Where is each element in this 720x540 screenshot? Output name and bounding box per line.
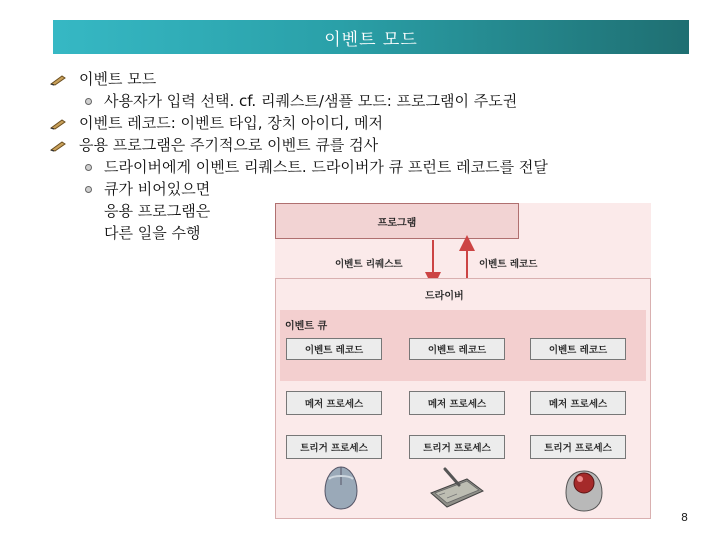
- event-record-box: 이벤트 레코드: [409, 338, 505, 360]
- pen-bullet-icon: [50, 140, 66, 152]
- dot-bullet-icon: [85, 98, 92, 105]
- dot-bullet-icon: [85, 186, 92, 193]
- page-number: 8: [681, 511, 688, 524]
- event-record-label: 이벤트 레코드: [479, 259, 538, 270]
- bullet-item: [48, 68, 688, 90]
- sub-bullet-item: [48, 156, 688, 178]
- pen-bullet-icon: [50, 118, 66, 130]
- bullet-text: 이벤트 레코드: 이벤트 타입, 장치 아이디, 메저: [79, 114, 384, 132]
- measure-process-box: 메저 프로세스: [409, 391, 505, 415]
- trigger-process-box: 트리거 프로세스: [530, 435, 626, 459]
- slide-title: 이벤트 모드: [324, 29, 418, 50]
- trigger-process-box: 트리거 프로세스: [286, 435, 382, 459]
- bullet-item: [48, 112, 688, 134]
- trackball-icon: [560, 463, 606, 513]
- event-record-box: 이벤트 레코드: [286, 338, 382, 360]
- continuation-line: 다른 일을 수행: [104, 224, 201, 242]
- event-mode-diagram: [275, 203, 651, 519]
- measure-process-box: 메저 프로세스: [286, 391, 382, 415]
- mouse-icon: [319, 465, 363, 511]
- bullet-text: 응용 프로그램은 주기적으로 이벤트 큐를 검사: [79, 136, 379, 154]
- program-box: 프로그램: [275, 203, 519, 239]
- event-record-box: 이벤트 레코드: [530, 338, 626, 360]
- sub-bullet-item: [48, 90, 688, 112]
- bullet-text: 큐가 비어있으면: [104, 180, 211, 198]
- tablet-pen-icon: [427, 465, 487, 511]
- bullet-text: 이벤트 모드: [79, 70, 157, 88]
- trigger-process-box: 트리거 프로세스: [409, 435, 505, 459]
- measure-process-box: 메저 프로세스: [530, 391, 626, 415]
- bullet-item: [48, 134, 688, 156]
- bullet-text: 사용자가 입력 선택. cf. 리퀘스트/샘플 모드: 프로그램이 주도권: [104, 92, 518, 110]
- pen-bullet-icon: [50, 74, 66, 86]
- dot-bullet-icon: [85, 164, 92, 171]
- continuation-line: 응용 프로그램은: [104, 202, 211, 220]
- event-queue-label: 이벤트 큐: [285, 321, 328, 332]
- event-request-label: 이벤트 리퀘스트: [335, 259, 403, 270]
- slide-title-bar: [53, 20, 689, 54]
- bullet-text: 드라이버에게 이벤트 리퀘스트. 드라이버가 큐 프런트 레코드를 전달: [104, 158, 548, 176]
- driver-label: 드라이버: [425, 291, 464, 302]
- sub-bullet-item: [48, 178, 688, 200]
